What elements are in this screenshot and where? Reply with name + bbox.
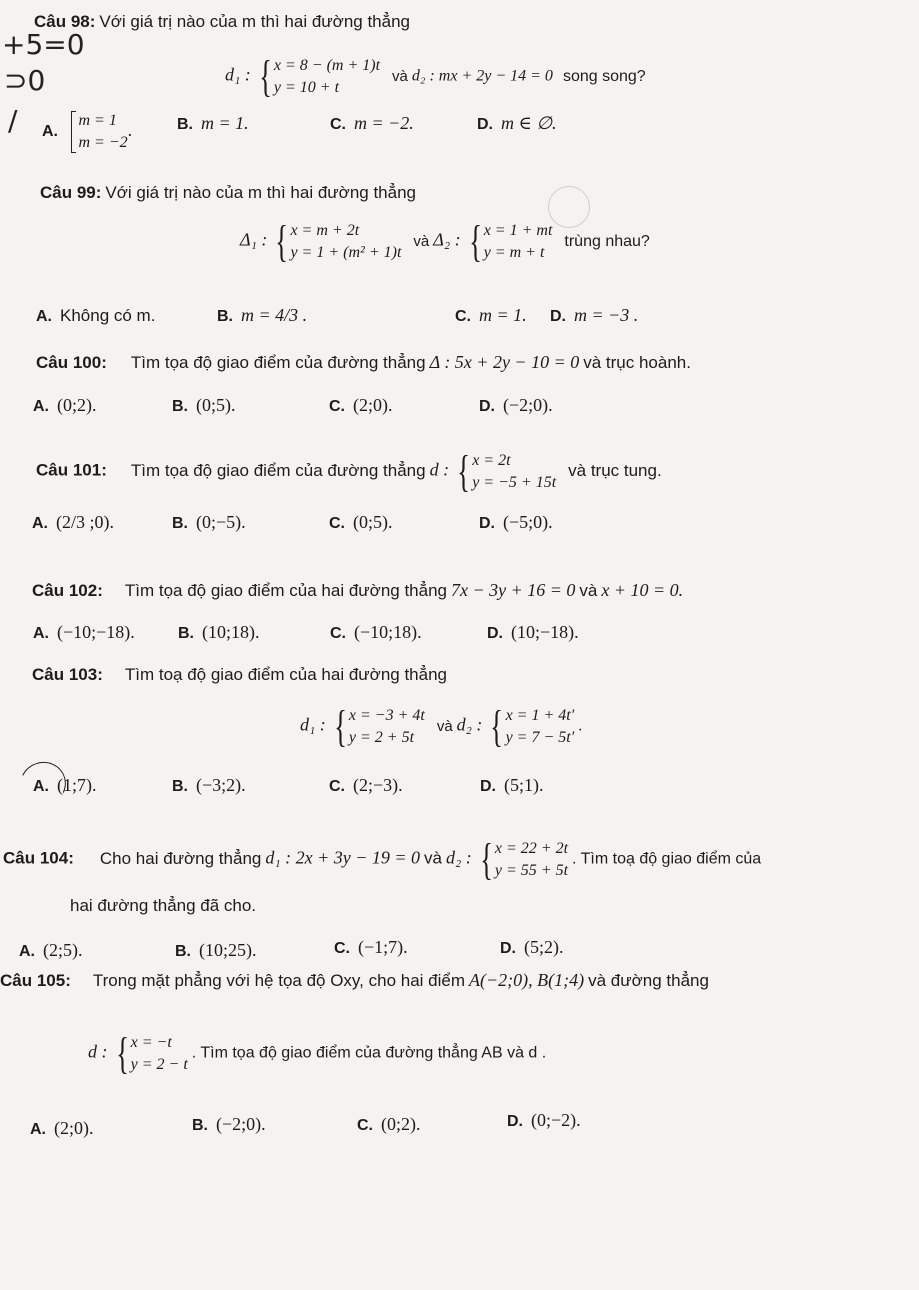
question-title: Câu 102: xyxy=(32,581,103,600)
option-label: A. xyxy=(36,308,52,325)
q100-option-b[interactable]: B. (0;5). xyxy=(172,395,236,415)
question-title: Câu 105: xyxy=(0,971,71,990)
option-label: C. xyxy=(455,308,471,325)
question-104-line2: hai đường thẳng đã cho. xyxy=(70,896,257,915)
question-100: Câu 100: Tìm tọa độ giao điểm của đường thẳng Δ : 5x + 2y − 10 = 0 và trục hoành. xyxy=(36,352,691,372)
q100-option-d[interactable]: D. (−2;0). xyxy=(479,395,553,415)
q99-option-b[interactable]: B. m = 4/3 . xyxy=(217,305,308,325)
question-title: Câu 100: xyxy=(36,353,107,372)
question-101: Câu 101: Tìm tọa độ giao điểm của đường thẳng d : { x = 2t y = −5 + 15t và trục tung. xyxy=(36,447,662,496)
question-text: Tìm tọa độ giao điểm của đường thẳng xyxy=(130,353,426,372)
delta1-system: { x = m + 2t y = 1 + (m² + 1)t xyxy=(275,217,402,266)
question-98 xyxy=(34,12,410,32)
q103-lines: d₁ : { x = −3 + 4t y = 2 + 5t và d₂ : { x = 1 + 4t′ y = 7 − 5t′ . xyxy=(300,702,583,751)
question-102: Câu 102: Tìm tọa độ giao điểm của hai đường thẳng 7x − 3y + 16 = 0 và x + 10 = 0. xyxy=(32,580,684,600)
d-system: { x = −t y = 2 − t xyxy=(115,1029,188,1078)
delta2-name: Δ₂ : xyxy=(433,229,461,250)
q103-option-c[interactable]: C. (2;−3). xyxy=(329,775,403,795)
option-label: B. xyxy=(177,116,193,133)
q100-option-a[interactable]: A. (0;2). xyxy=(33,395,97,415)
option-label: C. xyxy=(330,116,346,133)
question-text: Trong mặt phẳng với hệ tọa độ Oxy, cho hai điểm xyxy=(92,971,465,990)
q101-option-b[interactable]: B. (0;−5). xyxy=(172,512,246,532)
q105-option-a[interactable]: A. (2;0). xyxy=(30,1118,94,1138)
q104-option-a[interactable]: A. (2;5). xyxy=(19,940,83,960)
question-title: Câu 101: xyxy=(36,460,107,480)
question-title: Câu 103: xyxy=(32,665,103,684)
option-label: D. xyxy=(477,116,493,133)
q104-option-d[interactable]: D. (5;2). xyxy=(500,937,564,957)
q99-lines: Δ₁ : { x = m + 2t y = 1 + (m² + 1)t và Δ₂ : { x = 1 + mt y = m + t trùng nhau? xyxy=(240,217,650,266)
d1-name: d₁ : xyxy=(225,64,251,85)
q105-option-d[interactable]: D. (0;−2). xyxy=(507,1110,581,1130)
faint-circle-mark xyxy=(548,186,590,228)
q99-option-d[interactable]: D. m = −3 . xyxy=(550,305,639,325)
conj-and: và xyxy=(392,67,408,85)
d1-system: { x = −3 + 4t y = 2 + 5t xyxy=(333,702,425,751)
d2-system: { x = 1 + 4t′ y = 7 − 5t′ xyxy=(490,702,575,751)
q98-option-d[interactable]: D. m ∈ ∅. xyxy=(477,113,557,133)
q104-option-b[interactable]: B. (10;25). xyxy=(175,940,257,960)
d2-eq: d₂ : mx + 2y − 14 = 0 xyxy=(411,67,553,85)
q102-option-d[interactable]: D. (10;−18). xyxy=(487,622,579,642)
question-text: Tìm tọa độ giao điểm của đường thẳng xyxy=(130,460,426,480)
question-text: Với giá trị nào của m thì hai đường thẳng xyxy=(105,183,416,202)
d1-eq-y: y = 10 + t xyxy=(273,79,340,96)
question-title: Câu 104: xyxy=(3,848,74,868)
q102-option-a[interactable]: A. (−10;−18). xyxy=(33,622,135,642)
q102-option-c[interactable]: C. (−10;18). xyxy=(330,622,422,642)
question-text: Tìm toạ độ giao điểm của hai đường thẳng xyxy=(124,665,447,684)
option-label: B. xyxy=(217,308,233,325)
question-text: Tìm tọa độ giao điểm của hai đường thẳng xyxy=(124,581,447,600)
question-text: Với giá trị nào của m thì hai đường thẳng xyxy=(99,12,410,31)
q105-option-c[interactable]: C. (0;2). xyxy=(357,1114,421,1134)
question-tail: song song? xyxy=(562,67,646,85)
d2-system: { x = 22 + 2t y = 55 + 5t xyxy=(479,835,569,884)
margin-note-3: / xyxy=(8,104,18,137)
option-label: D. xyxy=(550,308,566,325)
question-103 xyxy=(32,665,447,685)
q98-option-b[interactable]: B. m = 1. xyxy=(177,113,249,133)
q99-option-c[interactable]: C. m = 1. xyxy=(455,305,527,325)
q103-option-b[interactable]: B. (−3;2). xyxy=(172,775,246,795)
delta2-system: { x = 1 + mt y = m + t xyxy=(468,217,553,266)
q103-option-a[interactable]: A. (1;7). xyxy=(33,775,97,795)
margin-note-1: +5=0 xyxy=(2,28,85,61)
question-title: Câu 99: xyxy=(40,183,102,202)
d1-system: { x = 8 − (m + 1)t y = 10 + t xyxy=(258,52,381,101)
question-99 xyxy=(40,183,416,203)
d-system: { x = 2t y = −5 + 15t xyxy=(457,447,557,496)
q101-option-d[interactable]: D. (−5;0). xyxy=(479,512,553,532)
q98-option-c[interactable]: C. m = −2. xyxy=(330,113,414,133)
question-title: Câu 98: xyxy=(34,12,96,31)
question-104: Câu 104: Cho hai đường thẳng d₁ : 2x + 3y − 19 = 0 và d₂ : { x = 22 + 2t y = 55 + 5t . Tìm toạ độ giao điểm của xyxy=(3,835,762,884)
q102-option-b[interactable]: B. (10;18). xyxy=(178,622,260,642)
q105-option-b[interactable]: B. (−2;0). xyxy=(192,1114,266,1134)
q103-option-d[interactable]: D. (5;1). xyxy=(480,775,544,795)
delta-eq: Δ : 5x + 2y − 10 = 0 xyxy=(429,352,580,372)
q98-option-a[interactable]: A. m = 1 m = −2 . xyxy=(42,112,133,151)
q104-option-c[interactable]: C. (−1;7). xyxy=(334,937,408,957)
delta1-name: Δ₁ : xyxy=(240,229,268,250)
q105-line-d: d : { x = −t y = 2 − t . Tìm tọa độ giao điểm của đường thẳng AB và d . xyxy=(88,1029,547,1078)
option-label: A. xyxy=(42,123,58,141)
question-text: Cho hai đường thẳng xyxy=(99,848,262,868)
question-105: Câu 105: Trong mặt phẳng với hệ tọa độ Oxy, cho hai điểm A(−2;0), B(1;4) và đường thẳng xyxy=(0,970,709,990)
q100-option-c[interactable]: C. (2;0). xyxy=(329,395,393,415)
q99-option-a[interactable]: A. Không có m. xyxy=(36,306,156,325)
q98-lines xyxy=(225,52,646,101)
d1-eq-x: x = 8 − (m + 1)t xyxy=(273,57,381,74)
margin-note-2: ⊃0 xyxy=(4,64,46,97)
q101-option-a[interactable]: A. (2/3 ;0). xyxy=(32,512,114,532)
q101-option-c[interactable]: C. (0;5). xyxy=(329,512,393,532)
